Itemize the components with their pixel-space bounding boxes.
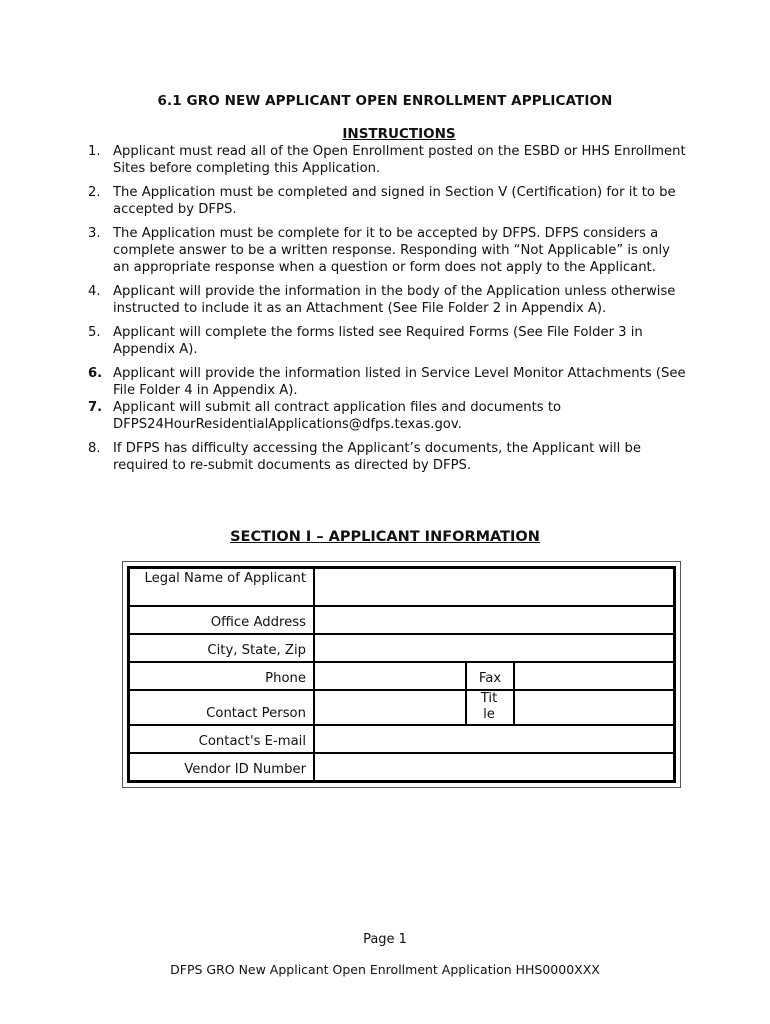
instruction-text: If DFPS has difficulty accessing the Applicant’s documents, the Applicant will be required to re-submit documents as directed by DFPS. — [113, 441, 641, 473]
legal-name-field[interactable] — [315, 569, 673, 605]
vendor-id-label: Vendor ID Number — [184, 762, 306, 777]
instruction-item — [88, 440, 688, 474]
instructions-heading: INSTRUCTIONS — [342, 126, 456, 142]
instruction-item — [88, 184, 688, 218]
instruction-number: 2. — [88, 185, 101, 200]
instruction-number: 1. — [88, 144, 101, 159]
title-label: Title — [480, 691, 498, 722]
contact-person-field[interactable] — [315, 691, 465, 724]
title-field[interactable] — [515, 691, 673, 724]
instruction-number: 6. — [88, 366, 103, 381]
page-title: 6.1 GRO NEW APPLICANT OPEN ENROLLMENT APPLICATION — [157, 93, 613, 109]
instruction-text: Applicant will submit all contract application files and documents to DFPS24HourResidentialApplications@dfps.texas.gov. — [113, 400, 562, 432]
section-heading: SECTION I – APPLICANT INFORMATION — [230, 529, 540, 545]
phone-field[interactable] — [315, 663, 465, 689]
legal-name-label: Legal Name of Applicant — [144, 571, 306, 586]
phone-label: Phone — [265, 671, 306, 686]
instruction-text: Applicant must read all of the Open Enrollment posted on the ESBD or HHS Enrollment Sites before completing this Application. — [113, 144, 686, 176]
instruction-text: Applicant will provide the information in the body of the Application unless otherwise instructed to include it as an Attachment (See File Folder 2 in Appendix A). — [113, 284, 676, 316]
instruction-item — [88, 324, 688, 358]
instruction-item — [88, 143, 688, 177]
instructions-list — [88, 143, 688, 474]
instruction-text: The Application must be complete for it to be accepted by DFPS. DFPS considers a complete answer to be a written response. Responding with “Not Applicable” is only an appropriate response when a question or form does not apply to the Applicant. — [113, 226, 670, 275]
city-state-zip-field[interactable] — [315, 635, 673, 661]
contact-email-field[interactable] — [315, 726, 673, 752]
instruction-number: 5. — [88, 325, 101, 340]
fax-field[interactable] — [515, 663, 673, 689]
page-number: Page 1 — [363, 932, 407, 947]
instruction-item — [88, 365, 688, 399]
form-name-footer: DFPS GRO New Applicant Open Enrollment Application HHS0000XXX — [170, 962, 600, 977]
contact-email-label: Contact's E-mail — [198, 734, 306, 749]
applicant-info-form — [127, 566, 676, 783]
instruction-number: 3. — [88, 226, 101, 241]
vendor-id-field[interactable] — [315, 754, 673, 780]
applicant-info-form-frame — [122, 561, 681, 788]
contact-person-label: Contact Person — [206, 706, 306, 721]
instruction-text: Applicant will complete the forms listed see Required Forms (See File Folder 3 in Appendix A). — [113, 325, 643, 357]
instruction-item — [88, 225, 688, 276]
instruction-item — [88, 283, 688, 317]
instruction-item — [88, 399, 688, 433]
fax-label: Fax — [478, 671, 502, 686]
city-state-zip-label: City, State, Zip — [207, 643, 306, 658]
office-address-label: Office Address — [210, 615, 306, 630]
instruction-number: 8. — [88, 441, 101, 456]
office-address-field[interactable] — [315, 607, 673, 633]
instruction-number: 7. — [88, 400, 103, 415]
instruction-text: Applicant will provide the information listed in Service Level Monitor Attachments (See File Folder 4 in Appendix A). — [113, 366, 686, 398]
instruction-number: 4. — [88, 284, 101, 299]
instruction-text: The Application must be completed and signed in Section V (Certification) for it to be accepted by DFPS. — [113, 185, 676, 217]
